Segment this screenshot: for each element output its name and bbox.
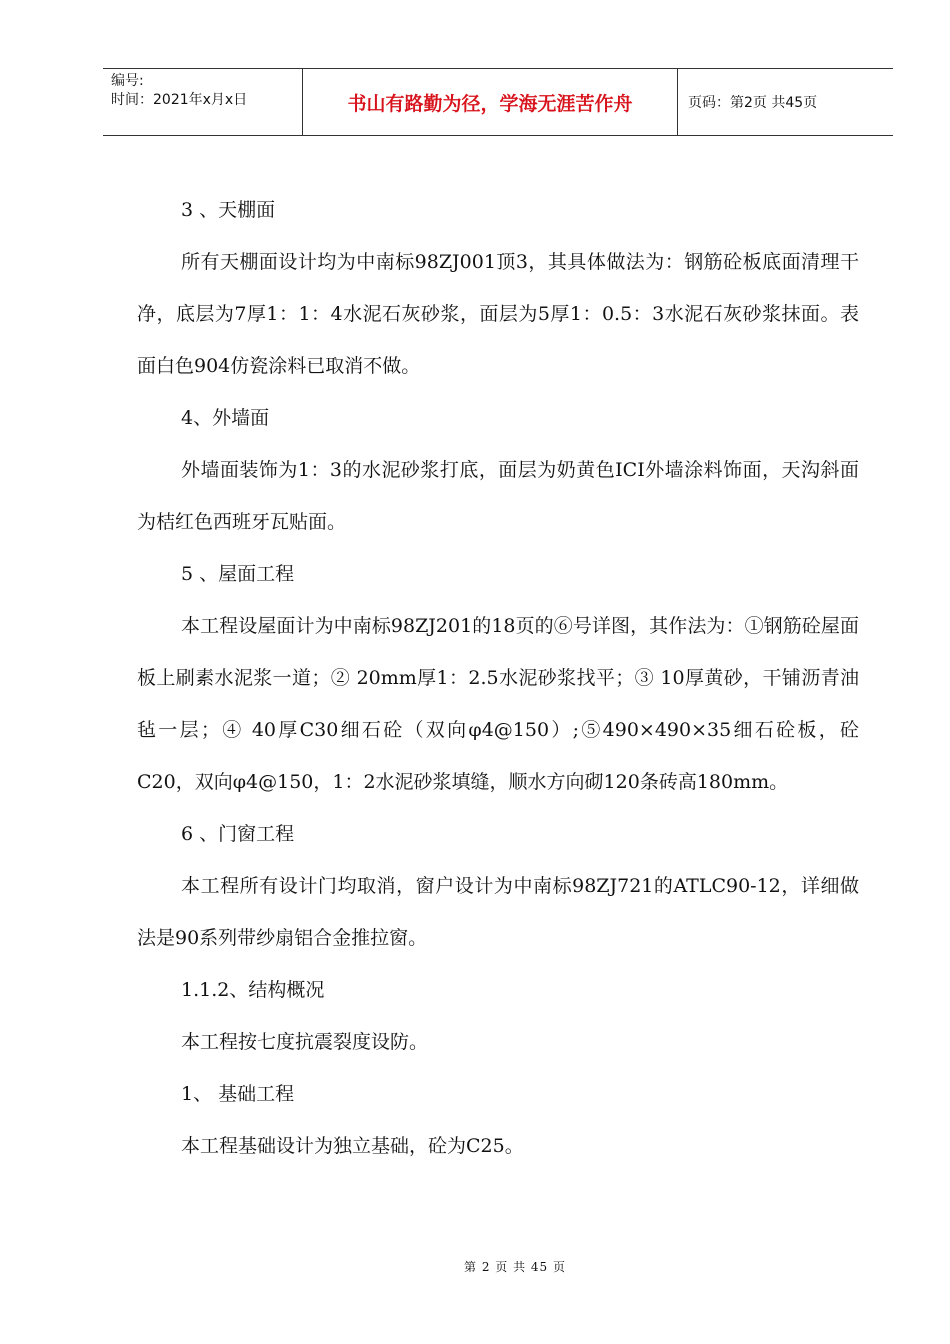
- paragraph-roof: 本工程设屋面计为中南标98ZJ201的18页的⑥号详图，其作法为：①钢筋砼屋面板上刷素水泥浆一道；② 20mm厚1：2.5水泥砂浆找平；③ 10厚黄砂，干铺沥青油毡一层；④ 40厚C30细石砼（双向φ4@150）;⑤490×490×35细石砼板，砼C20，双向φ4@150，1：2水泥砂浆填缝，顺水方向砌120条砖高180mm。: [137, 615, 859, 793]
- paragraph-ceiling: 所有天棚面设计均为中南标98ZJ001顶3，其具体做法为：钢筋砼板底面清理干净，底层为7厚1：1：4水泥石灰砂浆，面层为5厚1：0.5：3水泥石灰砂浆抹面。表面白色904仿瓷涂料已取消不做。: [137, 251, 859, 377]
- time-label: 时间：2021年x月x日: [111, 92, 248, 108]
- section-heading-structure: 1.1.2、结构概况: [181, 979, 325, 1001]
- header-motto: 书山有路勤为径，学海无涯苦作舟: [303, 69, 678, 135]
- paragraph-exterior-wall: 外墙面装饰为1：3的水泥砂浆打底，面层为奶黄色ICI外墙涂料饰面，天沟斜面为桔红色西班牙瓦贴面。: [137, 459, 859, 533]
- paragraph-structure: 本工程按七度抗震裂度设防。: [181, 1031, 429, 1053]
- header-meta: [103, 69, 303, 135]
- section-heading-doors-windows: 6 、门窗工程: [181, 823, 295, 845]
- page-header: [103, 68, 893, 136]
- serial-number-label: 编号:: [111, 73, 144, 89]
- section-heading-ceiling: 3 、天棚面: [181, 199, 276, 221]
- section-heading-foundation: 1、 基础工程: [181, 1083, 295, 1105]
- header-page-info: 页码：第2页 共45页: [688, 95, 818, 111]
- page-footer: 第 2 页 共 45 页: [464, 1260, 566, 1274]
- section-heading-exterior-wall: 4、外墙面: [181, 407, 270, 429]
- section-heading-roof: 5 、屋面工程: [181, 563, 295, 585]
- paragraph-doors-windows: 本工程所有设计门均取消，窗户设计为中南标98ZJ721的ATLC90-12，详细做法是90系列带纱扇铝合金推拉窗。: [137, 875, 859, 949]
- paragraph-foundation: 本工程基础设计为独立基础，砼为C25。: [181, 1135, 524, 1157]
- document-body: [137, 184, 859, 1172]
